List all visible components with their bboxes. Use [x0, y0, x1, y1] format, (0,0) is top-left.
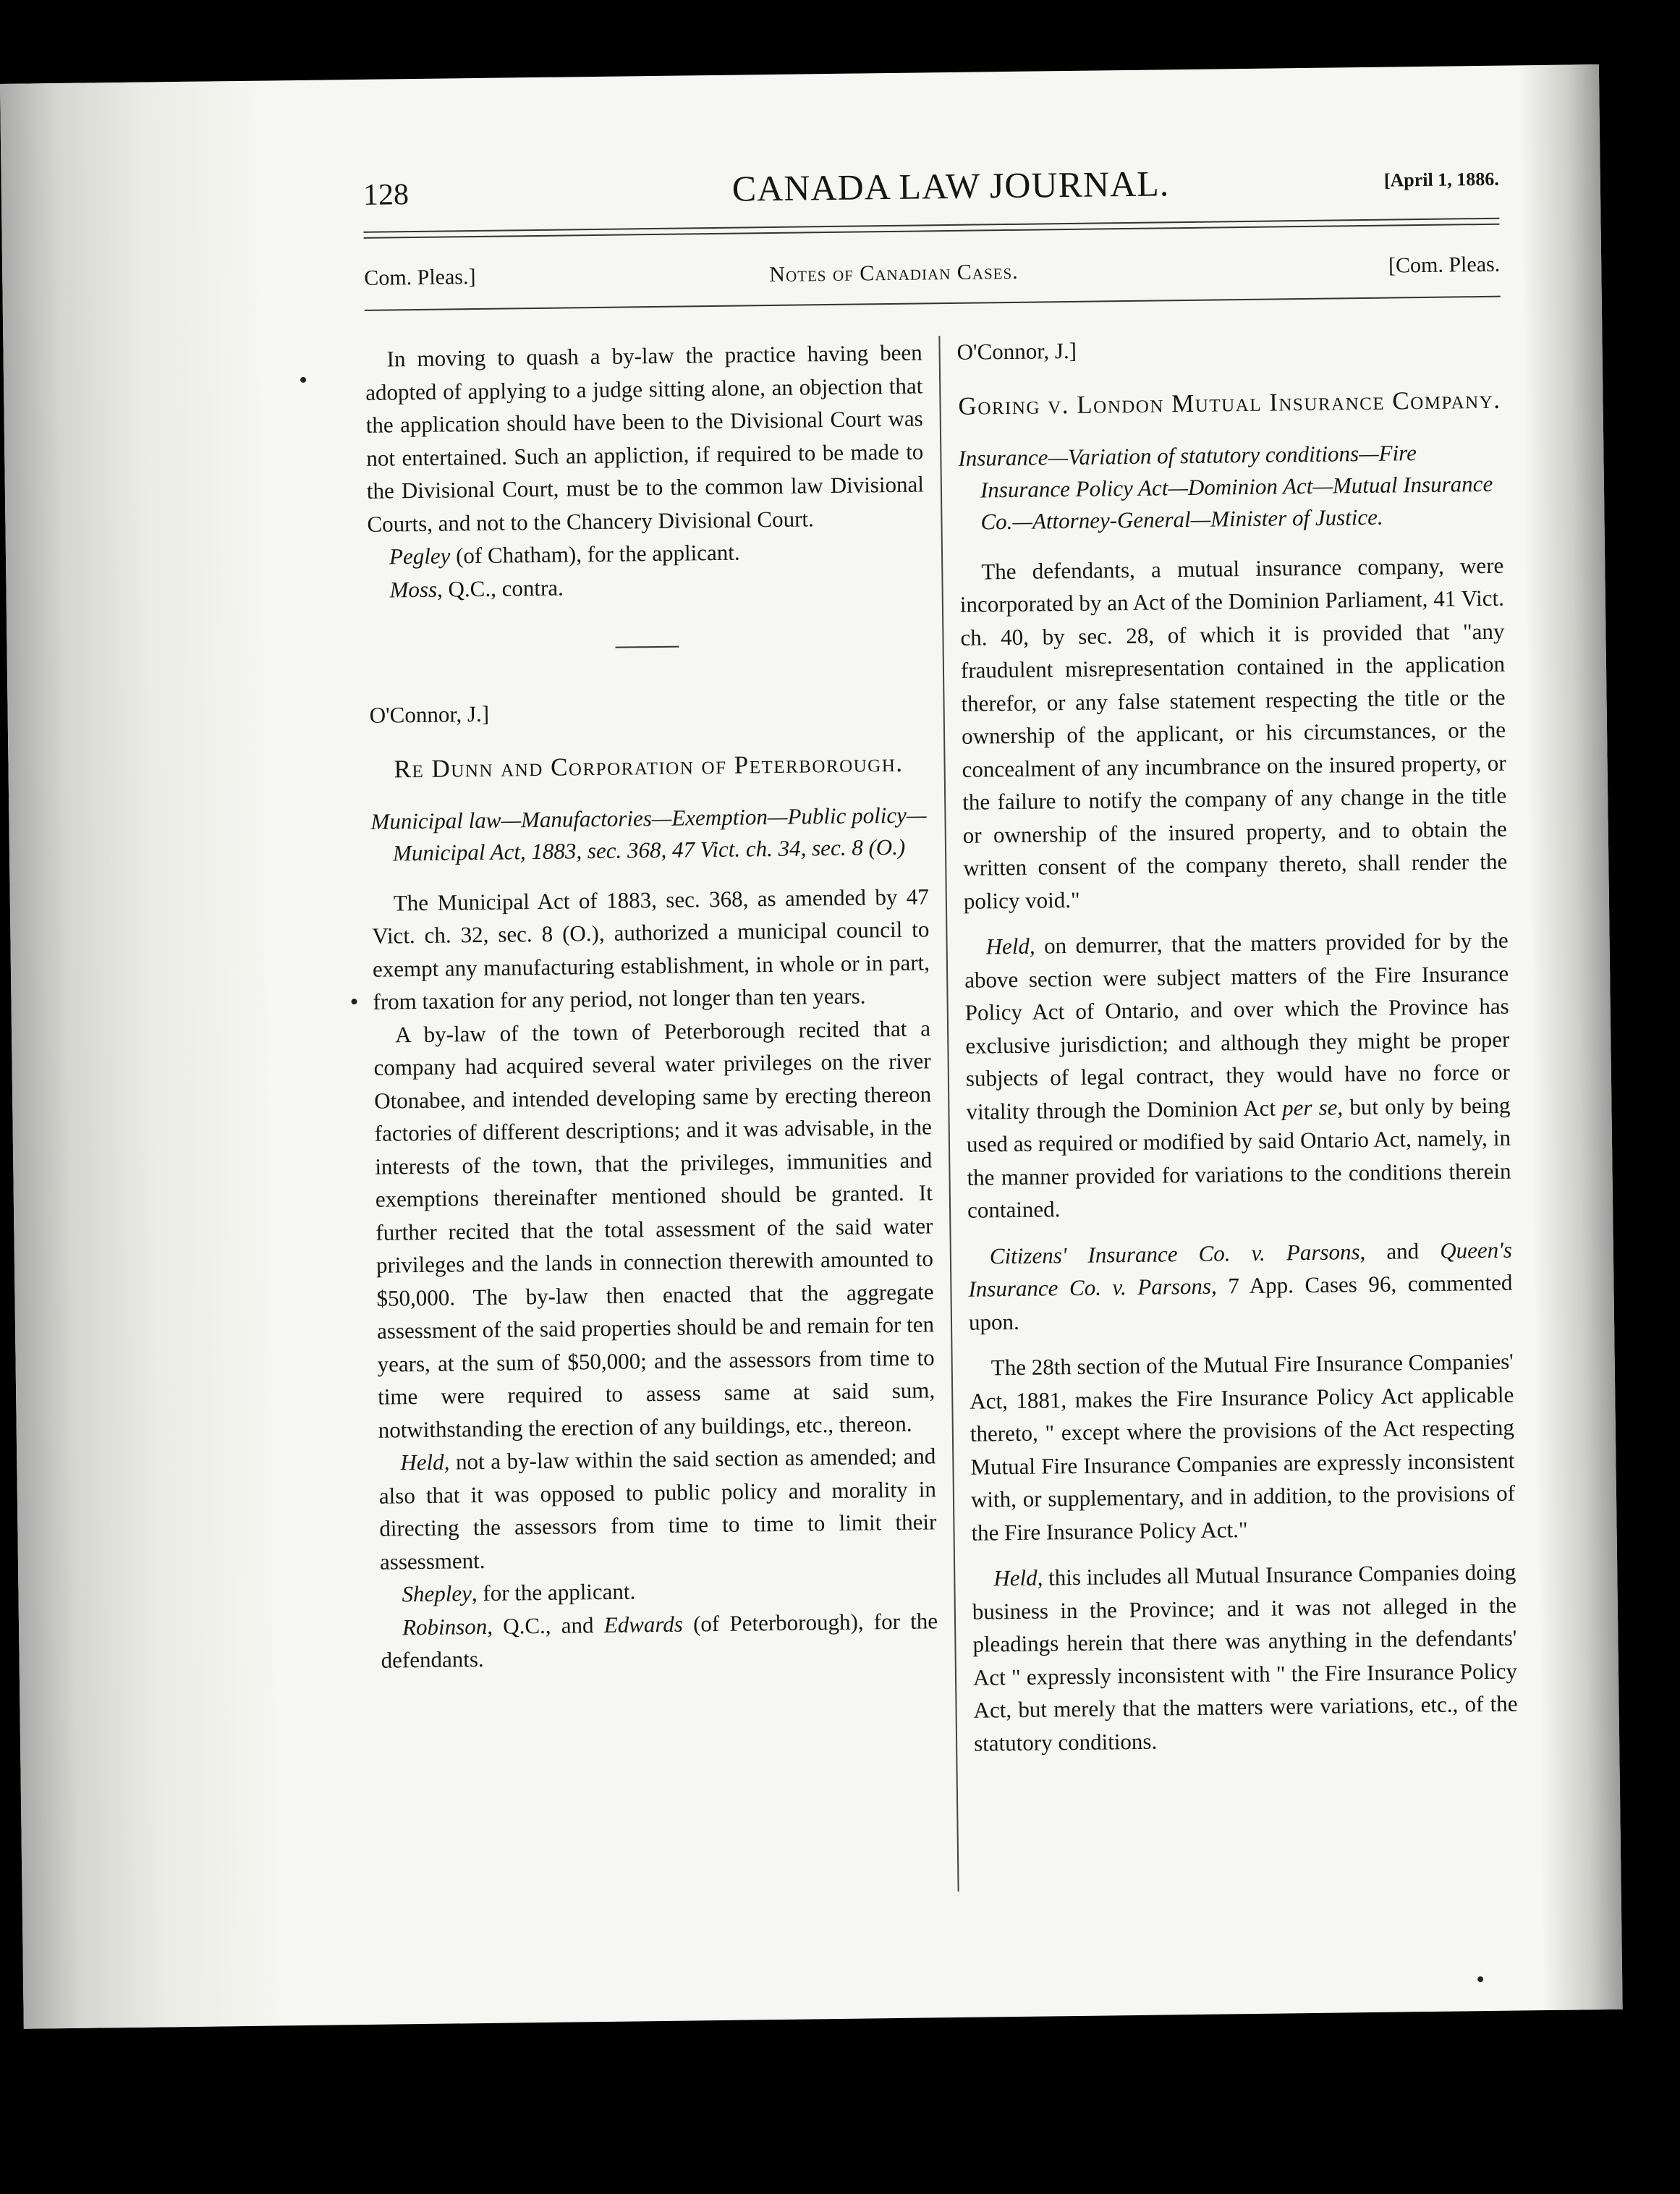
speck	[1477, 1976, 1483, 1982]
page-number: 128	[362, 178, 410, 212]
counsel-name: Robinson	[402, 1613, 488, 1640]
holding: Held, not a by-law within the said section as amended; and also that it was opposed to public policy and morality in directing the assessors from time to time to limit their assessment.	[378, 1443, 937, 1575]
counsel-line: Shepley, for the applicant.	[402, 1578, 636, 1607]
journal-title: CANADA LAW JOURNAL.	[731, 163, 1170, 209]
binding-shadow	[0, 81, 284, 2029]
counsel-line: Robinson, Q.C., and Edwards (of Peterborough), for the defendants.	[381, 1607, 938, 1673]
left-column	[365, 336, 938, 1677]
running-head	[363, 158, 1500, 216]
paragraph: A by-law of the town of Peterborough recited that a company had acquired several water privileges on the river Otonabee, and intended developing same by erecting thereon factories of different descriptions; and it was advisable, in the interests of the town, that the privileges, immunities and exemptions thereinafter mentioned should be granted. It further recited that the total assessment of the said water privileges and the lands in connection therewith amounted to $50,000. The by-law then enacted that the aggregate assessment of the said properties should be and remain for ten years, at the sum of $50,000; and the assessors from time to time were required to assess same at said sum, notwithstanding the erection of any buildings, etc., thereon.	[373, 1015, 936, 1443]
case-title: Re Dunn and Corporation of Peterborough.	[394, 748, 904, 783]
section-head	[364, 253, 1500, 295]
page-edge-shadow	[1519, 64, 1623, 2010]
case-title: Goring v. London Mutual Insurance Company.	[958, 385, 1501, 420]
judge-attribution: O'Connor, J.]	[369, 700, 490, 728]
counsel-name: Pegley	[389, 543, 451, 569]
holding: Held, on demurrer, that the matters provided for by the above section were subject matters of the Fire Insurance Policy Act of Ontario, and over which the Province has exclusive jurisdiction; and although they might be proper subjects of legal contract, they would have no force or vitality through the Dominion Act per se, but only by being used as required or modified by said Ontario Act, namely, in the manner provided for variations to the conditions therein contained.	[964, 927, 1511, 1223]
column-rule	[938, 336, 959, 1892]
catchwords: Insurance—Variation of statutory conditions—Fire Insurance Policy Act—Dominion Act—Mutual Insurance Co.—Attorney-General—Minister of Justice.	[958, 439, 1493, 534]
counsel-name: Edwards	[603, 1611, 684, 1638]
speck	[300, 377, 306, 383]
counsel-name: Shepley	[402, 1580, 472, 1607]
holding: Held, this includes all Mutual Insurance Companies doing business in the Province; and it was not alleged in the pleadings herein that there was anything in the defendants' Act " expressly inconsistent with " the Fire Insurance Policy Act, but merely that the matters were variations, etc., of the statutory conditions.	[972, 1559, 1518, 1756]
judge-attribution: O'Connor, J.]	[956, 337, 1077, 365]
section-rule	[365, 296, 1501, 311]
paragraph: In moving to quash a by-law the practice having been adopted of applying to a judge sitting alone, an objection that the application should have been to the Divisional Court was not entertained. Such an appliction, if required to be made to the Divisional Court, must be to the common law Divisional Courts, and not to the Chancery Divisional Court.	[365, 339, 925, 537]
speck	[351, 999, 357, 1004]
counsel-name: Moss	[389, 576, 438, 602]
issue-date: [April 1, 1886.	[1383, 168, 1499, 191]
section-head-right: [Com. Pleas.	[1388, 252, 1501, 278]
case-separator	[616, 646, 679, 648]
paragraph: The Municipal Act of 1883, sec. 368, as amended by 47 Vict. ch. 32, sec. 8 (O.), authorized a municipal council to exempt any manufacturing establishment, in whole or in part, from taxation for any period, not longer than ten years.	[372, 883, 930, 1015]
section-head-left: Com. Pleas.]	[364, 264, 476, 290]
paragraph: The defendants, a mutual insurance company, were incorporated by an Act of the Dominion Parliament, 41 Vict. ch. 40, by sec. 28, of which it is provided that "any fraudulent misrepresentation contained in the application therefor, or any false statement respecting the title or the ownership of the applicant, or his circumstances, or the concealment of any incumbrance on the insured property, or the failure to notify the company of any change in the title or ownership of the insured property, and to obtain the written consent of the company thereto, shall render the policy void."	[959, 552, 1508, 914]
section-head-center: Notes of Canadian Cases.	[769, 259, 1019, 287]
citation: Citizens' Insurance Co. v. Parsons, and Queen's Insurance Co. v. Parsons, 7 App. Cases 96, commented upon.	[968, 1237, 1513, 1335]
paragraph: The 28th section of the Mutual Fire Insurance Companies' Act, 1881, makes the Fire Insurance Policy Act applicable thereto, " except where the provisions of the Act respecting Mutual Fire Insurance Companies are expressly inconsistent with, or supplementary, and in addition, to the provisions of the Fire Insurance Policy Act."	[970, 1348, 1516, 1546]
right-column	[956, 329, 1518, 1760]
catchwords: Municipal law—Manufactories—Exemption—Public policy—Municipal Act, 1883, sec. 368, 47 Vict. ch. 34, sec. 8 (O.)	[370, 801, 927, 865]
counsel-line: Pegley (of Chatham), for the applicant.	[389, 539, 740, 569]
counsel-line: Moss, Q.C., contra.	[389, 575, 564, 602]
scanned-page	[0, 64, 1623, 2029]
